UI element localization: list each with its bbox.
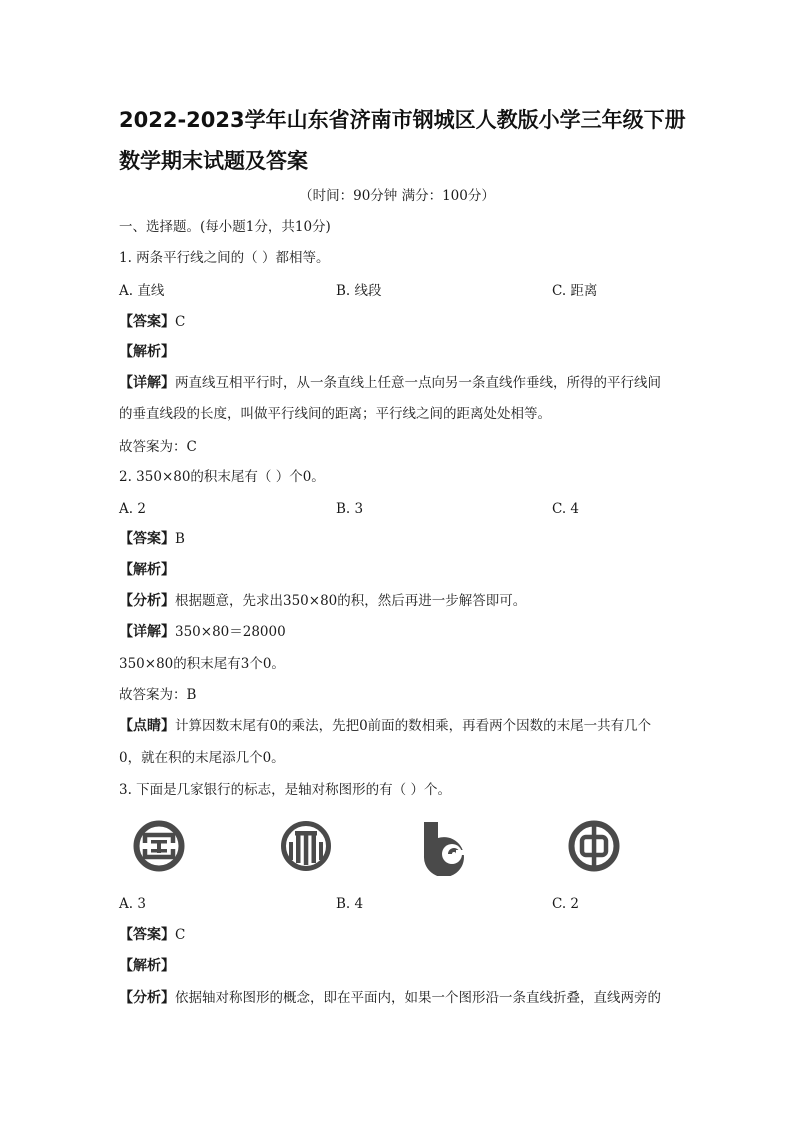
icbc-logo-icon <box>131 818 187 874</box>
fenxi-tag: 【分析】 <box>119 990 175 1006</box>
q1-conclusion: 故答案为：C <box>119 439 197 455</box>
q1-answer <box>119 312 185 332</box>
q2-option-c: C. 4 <box>552 501 580 517</box>
answer-tag: 【答案】 <box>119 531 175 547</box>
q1-answer-value: C <box>175 314 186 330</box>
title-line-1: 2022-2023学年山东省济南市钢城区人教版小学三年级下册 <box>119 108 686 132</box>
q2-conclusion: 故答案为：B <box>119 687 197 703</box>
q3-fenxi-line <box>119 988 661 1008</box>
q3-question: 3. 下面是几家银行的标志，是轴对称图形的有（ ）个。 <box>119 782 451 798</box>
answer-tag: 【答案】 <box>119 314 175 330</box>
q3-option-a: A. 3 <box>119 896 146 912</box>
q1-analysis-tag <box>119 342 175 362</box>
q3-fenxi-text: 依据轴对称图形的概念，即在平面内，如果一个图形沿一条直线折叠，直线两旁的 <box>175 990 661 1006</box>
q3-option-b: B. 4 <box>336 896 364 912</box>
detail-tag: 【详解】 <box>119 624 175 640</box>
q1-detail-text-1: 两直线互相平行时，从一条直线上任意一点向另一条直线作垂线，所得的平行线间 <box>175 375 661 391</box>
q2-question: 2. 350×80的积末尾有（ ）个0。 <box>119 469 325 485</box>
q2-detail-line-2: 350×80的积末尾有3个0。 <box>119 656 285 672</box>
answer-tag: 【答案】 <box>119 927 175 943</box>
citic-logo-icon <box>278 818 334 874</box>
q2-option-b: B. 3 <box>336 501 364 517</box>
fenxi-tag: 【分析】 <box>119 593 175 609</box>
q1-question: 1. 两条平行线之间的（ ）都相等。 <box>119 250 330 266</box>
q2-answer-value: B <box>175 531 185 547</box>
q2-answer <box>119 529 185 549</box>
q1-detail-line-1 <box>119 373 661 393</box>
q3-answer <box>119 925 185 945</box>
q3-option-c: C. 2 <box>552 896 580 912</box>
exam-info: （时间：90分钟 满分：100分） <box>299 188 495 204</box>
section-heading: 一、选择题。(每小题1分，共10分) <box>119 219 331 235</box>
q2-fenxi-line <box>119 591 526 611</box>
q2-tip-line-2: 0，就在积的末尾添几个0。 <box>119 750 285 766</box>
q2-detail-line <box>119 622 286 642</box>
q2-option-a: A. 2 <box>119 501 146 517</box>
q2-fenxi-text: 根据题意，先求出350×80的积，然后再进一步解答即可。 <box>175 593 527 609</box>
q3-answer-value: C <box>175 927 186 943</box>
detail-tag: 【详解】 <box>119 375 175 391</box>
dianjing-tag: 【点睛】 <box>119 718 175 734</box>
q1-option-c: C. 距离 <box>552 283 598 299</box>
q2-tip-line-1 <box>119 716 651 736</box>
q2-analysis-tag <box>119 560 175 580</box>
q1-option-a: A. 直线 <box>119 283 165 299</box>
q1-detail-line-2: 的垂直线段的长度，叫做平行线间的距离；平行线之间的距离处处相等。 <box>119 406 551 422</box>
bank-of-communications-logo-icon <box>418 816 478 876</box>
q2-detail-text: 350×80＝28000 <box>175 624 286 640</box>
q1-option-b: B. 线段 <box>336 283 382 299</box>
analysis-tag: 【解析】 <box>119 562 175 578</box>
q2-tip-text-1: 计算因数末尾有0的乘法，先把0前面的数相乘，再看两个因数的末尾一共有几个 <box>175 718 652 734</box>
title-line-2: 数学期末试题及答案 <box>119 149 308 173</box>
bank-of-china-logo-icon <box>566 818 622 874</box>
analysis-tag: 【解析】 <box>119 344 175 360</box>
q3-analysis-tag <box>119 956 175 976</box>
analysis-tag: 【解析】 <box>119 958 175 974</box>
